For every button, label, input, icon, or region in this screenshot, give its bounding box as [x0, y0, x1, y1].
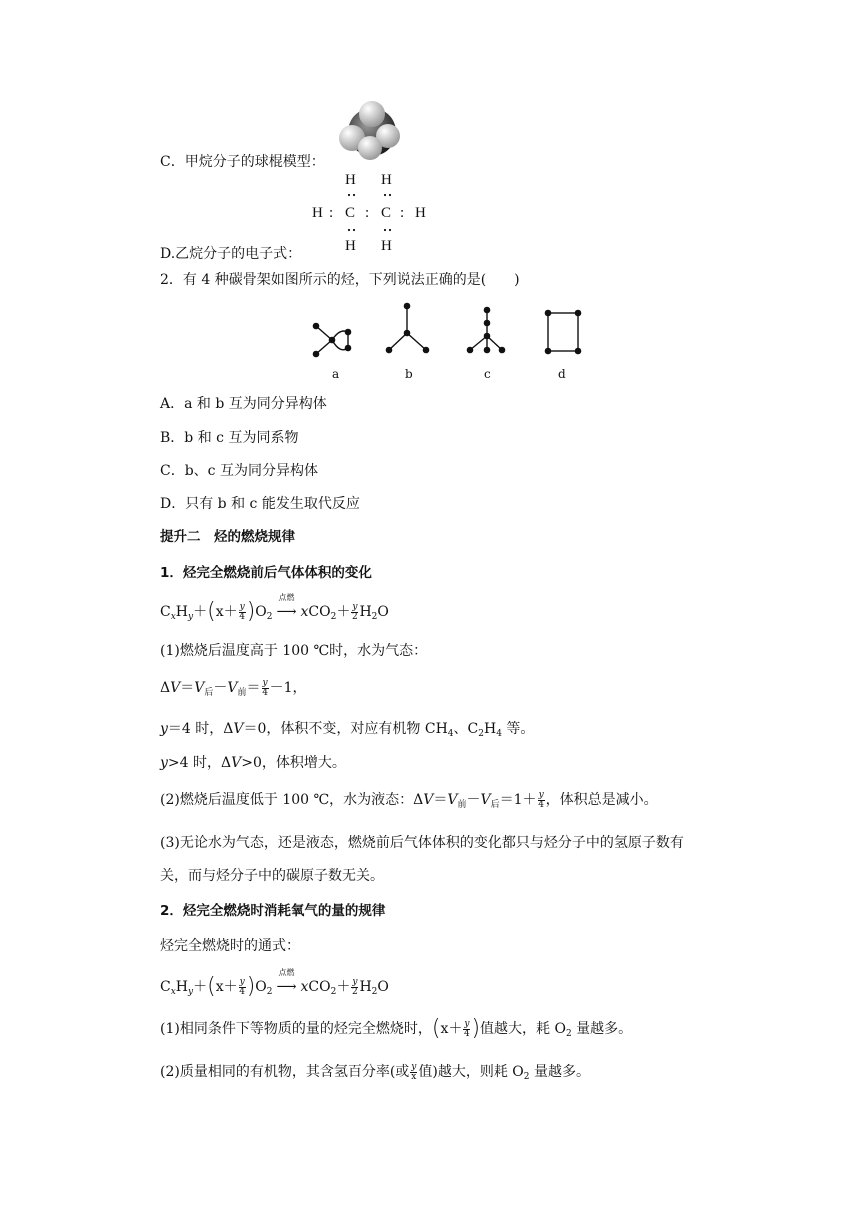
paragraph-1: (1)燃烧后温度高于 100 ℃时，水为气态： — [160, 643, 428, 659]
h-atom: H — [312, 205, 323, 221]
option-b: B．b 和 c 互为同系物 — [160, 430, 299, 446]
paragraph-3-line-1: (3)无论水为气态，还是液态，燃烧前后气体体积的变化都只与烃分子中的氢原子数有 — [160, 835, 684, 851]
electron-pair: : — [365, 205, 370, 221]
section-title: 提升二 烃的燃烧规律 — [160, 529, 295, 545]
h-atom: H — [381, 238, 392, 254]
paragraph-3-line-2: 关，而与烃分子中的碳原子数无关。 — [160, 868, 384, 884]
h-atom: H — [345, 172, 356, 188]
rule-1: (1)相同条件下等物质的量的烃完全燃烧时，(x＋ $\frac{y}{4}$ )值越大，耗 $O_2$ 量越多。 — [160, 1016, 633, 1041]
methane-model-image — [336, 100, 406, 162]
delta-v-formula: $\Delta V=V_后-V_前=$ $\frac{y}{4}$ －1， — [160, 677, 307, 698]
electron-dots — [340, 192, 400, 238]
electron-pair: : — [329, 205, 334, 221]
option-d: D.乙烷分子的电子式： — [160, 246, 302, 262]
c-atom: C — [381, 205, 392, 221]
skeleton-label-d: d — [558, 367, 566, 381]
option-a: A．a 和 b 互为同分异构体 — [160, 396, 327, 412]
skeleton-label-b: b — [405, 367, 413, 381]
h-atom: H — [415, 205, 426, 221]
combustion-equation: $C_xH_y+(x+$ $\frac{y}{4}$ )$O_2$ 点燃 ⟶ xCO$_2$＋ $\frac{y}{2}$ $H_2O$ — [160, 593, 389, 624]
line-y-gt-4: y>4 时，ΔV>0，体积增大。 — [160, 755, 346, 771]
h-atom: H — [381, 172, 392, 188]
combustion-equation-2: $C_xH_y+(x+$ $\frac{y}{4}$ )$O_2$ 点燃 ⟶ xCO$_2$＋ $\frac{y}{2}$ $H_2O$ — [160, 968, 389, 999]
option-c: C．b、c 互为同分异构体 — [160, 463, 318, 479]
rule-2: (2)质量相同的有机物，其含氢百分率(或 $\frac{y}{x}$ 值)越大，则耗 $O_2$ 量越多。 — [160, 1061, 590, 1082]
carbon-skeletons-figure — [300, 298, 600, 380]
skeleton-label-c: c — [484, 367, 491, 381]
general-formula-label: 烃完全燃烧时的通式： — [160, 938, 300, 954]
paragraph-2: (2)燃烧后温度低于 100 ℃，水为液态：$\Delta V=V_前-V_后=1+$ $\frac{y}{4}$ ，体积总是减小。 — [160, 789, 658, 810]
h-atom: H — [345, 238, 356, 254]
question-2: 2．有 4 种碳骨架如图所示的烃，下列说法正确的是( ) — [160, 272, 520, 288]
c-atom: C — [345, 205, 356, 221]
option-c: C．甲烷分子的球棍模型： — [160, 154, 325, 170]
option-d: D．只有 b 和 c 能发生取代反应 — [160, 496, 360, 512]
subheading-2: 2．烃完全燃烧时消耗氧气的量的规律 — [160, 903, 386, 919]
line-y-eq-4: y＝4 时，ΔV＝0，体积不变，对应有机物 $CH_4$、$C_2H_4$ 等。 — [160, 721, 535, 739]
electron-pair: : — [400, 205, 405, 221]
subheading-1: 1．烃完全燃烧前后气体体积的变化 — [160, 565, 372, 581]
skeleton-label-a: a — [332, 367, 340, 381]
